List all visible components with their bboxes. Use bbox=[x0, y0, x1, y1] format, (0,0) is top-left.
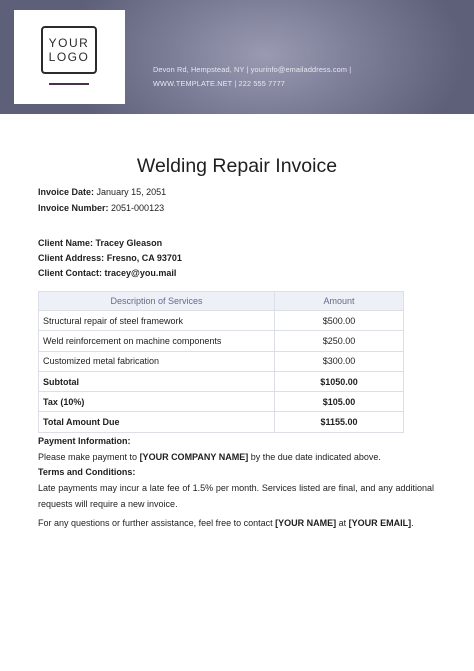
row-amount: $500.00 bbox=[275, 311, 404, 331]
row-description: Weld reinforcement on machine components bbox=[39, 331, 275, 351]
invoice-number bbox=[38, 203, 164, 213]
total-row bbox=[39, 412, 404, 432]
closing-text-before: For any questions or further assistance, feel free to contact bbox=[38, 518, 276, 528]
logo-box bbox=[14, 10, 125, 104]
name-placeholder: [YOUR NAME] bbox=[275, 518, 337, 528]
header-band bbox=[0, 0, 474, 114]
payment-text bbox=[38, 452, 381, 462]
logo-text-line1: YOUR bbox=[48, 36, 90, 50]
invoice-date bbox=[38, 187, 166, 197]
table-row bbox=[39, 351, 404, 371]
subtotal-label: Subtotal bbox=[39, 371, 275, 391]
page-title: Welding Repair Invoice bbox=[136, 155, 338, 177]
header-description: Description of Services bbox=[39, 292, 275, 311]
row-amount: $300.00 bbox=[275, 351, 404, 371]
logo bbox=[41, 26, 97, 74]
header-amount: Amount bbox=[275, 292, 404, 311]
client-address bbox=[38, 253, 182, 263]
client-name bbox=[38, 238, 162, 248]
closing-text-mid: at bbox=[336, 518, 349, 528]
total-label: Total Amount Due bbox=[39, 412, 275, 432]
subtotal-value: $1050.00 bbox=[275, 371, 404, 391]
payment-text-after: by the due date indicated above. bbox=[248, 452, 381, 462]
client-address-value: Fresno, CA 93701 bbox=[106, 253, 182, 263]
table-row bbox=[39, 311, 404, 331]
table-header-row bbox=[39, 292, 404, 311]
table-row bbox=[39, 331, 404, 351]
invoice-number-label: Invoice Number: bbox=[38, 203, 109, 213]
closing-text bbox=[38, 518, 414, 528]
logo-text-line2: LOGO bbox=[48, 50, 90, 64]
email-placeholder: [YOUR EMAIL] bbox=[348, 518, 412, 528]
company-placeholder: [YOUR COMPANY NAME] bbox=[139, 452, 249, 462]
row-description: Customized metal fabrication bbox=[39, 351, 275, 371]
payment-heading: Payment Information: bbox=[38, 436, 131, 446]
logo-underline bbox=[49, 83, 89, 85]
client-contact-label: Client Contact: bbox=[38, 268, 102, 278]
total-value: $1155.00 bbox=[275, 412, 404, 432]
subtotal-row bbox=[39, 371, 404, 391]
contact-website-phone: WWW.TEMPLATE.NET | 222 555 7777 bbox=[153, 79, 285, 88]
row-description: Structural repair of steel framework bbox=[39, 311, 275, 331]
client-address-label: Client Address: bbox=[38, 253, 105, 263]
tax-row bbox=[39, 392, 404, 412]
client-name-label: Client Name: bbox=[38, 238, 94, 248]
services-table bbox=[38, 291, 404, 433]
client-contact-value: tracey@you.mail bbox=[104, 268, 177, 278]
row-amount: $250.00 bbox=[275, 331, 404, 351]
tax-label: Tax (10%) bbox=[39, 392, 275, 412]
client-name-value: Tracey Gleason bbox=[95, 238, 163, 248]
invoice-date-label: Invoice Date: bbox=[38, 187, 95, 197]
client-contact bbox=[38, 268, 176, 278]
terms-heading: Terms and Conditions: bbox=[38, 467, 136, 477]
invoice-date-value: January 15, 2051 bbox=[96, 187, 167, 197]
tax-value: $105.00 bbox=[275, 392, 404, 412]
closing-text-after: . bbox=[411, 518, 414, 528]
invoice-number-value: 2051-000123 bbox=[111, 203, 165, 213]
terms-text: Late payments may incur a late fee of 1.5% per month. Services listed are final, and any additional requests will require a new invoice. bbox=[38, 483, 434, 509]
payment-text-before: Please make payment to bbox=[38, 452, 140, 462]
contact-address-email: Devon Rd, Hempstead, NY | yourinfo@emailaddress.com | bbox=[153, 65, 352, 74]
